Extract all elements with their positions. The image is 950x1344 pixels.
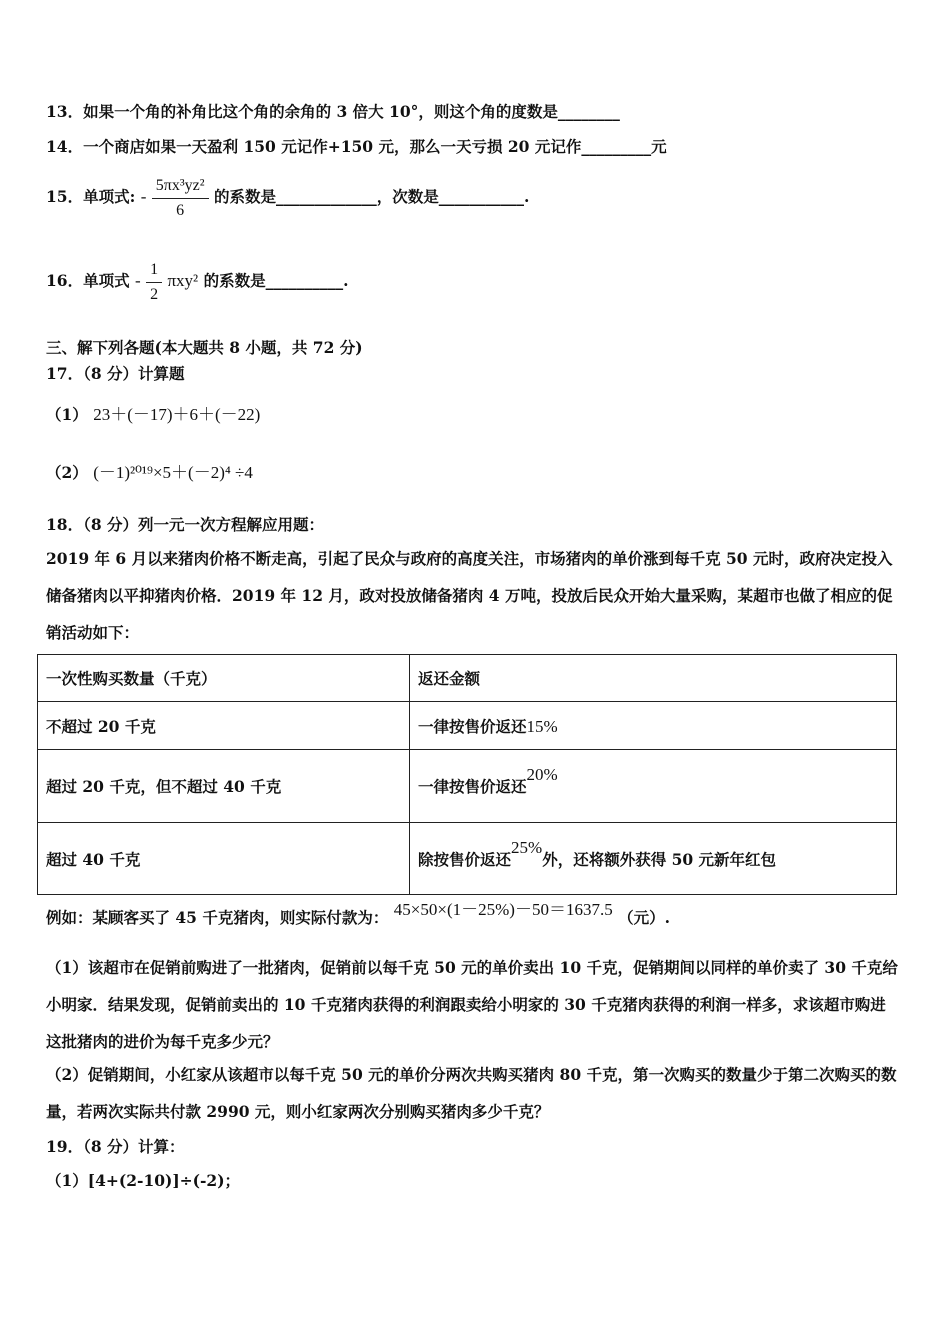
promotion-table — [37, 654, 897, 895]
question-18-part-2: （2）促销期间，小红家从该超市以每千克 50 元的单价分两次共购买猪肉 80 千克，第一次购买的数量少于第二次购买的数量，若两次实际共付款 2990 元，则小红家两次分别购买猪肉多少千克？ — [46, 1065, 897, 1121]
example-expression: 45×50×(1－25%)－50＝1637.5 — [393, 900, 613, 919]
q17-p2-expression: (－1)²⁰¹⁹×5＋(－2)⁴ ÷4 — [93, 463, 253, 482]
q16-suffix: 的系数是__________. — [203, 271, 349, 290]
question-16 — [46, 256, 348, 306]
q16-denominator: 2 — [150, 285, 159, 303]
table-cell-rebate — [410, 823, 897, 895]
question-13: 13．如果一个角的补角比这个角的余角的 3 倍大 10°，则这个角的度数是________ — [46, 102, 620, 121]
rebate-text: 除按售价返还 — [418, 849, 512, 869]
q15-numerator: 5πx³yz² — [152, 176, 209, 199]
rebate-percent: 20% — [526, 765, 558, 784]
question-18-title: 18．（8 分）列一元一次方程解应用题： — [46, 515, 325, 534]
table-cell-rebate — [410, 750, 897, 823]
q15-fraction — [152, 176, 209, 221]
q15-prefix: 15．单项式: — [46, 187, 136, 206]
question-15 — [46, 172, 529, 222]
table-row — [38, 823, 897, 895]
q15-denominator: 6 — [176, 201, 185, 219]
rebate-text: 一律按售价返还 — [418, 716, 527, 736]
q16-numerator: 1 — [146, 260, 162, 283]
table-cell-qty: 超过 40 千克 — [38, 823, 410, 895]
question-17-title: 17．（8 分）计算题 — [46, 364, 185, 383]
q16-fraction — [146, 260, 162, 305]
table-cell-qty: 超过 20 千克，但不超过 40 千克 — [38, 750, 410, 823]
q16-prefix: 16．单项式 — [46, 271, 130, 290]
rebate-percent: 15% — [526, 716, 558, 736]
example-suffix: （元）. — [618, 908, 671, 927]
table-row — [38, 702, 897, 750]
question-14: 14．一个商店如果一天盈利 150 元记作+150 元，那么一天亏损 20 元记作_________元 — [46, 137, 667, 156]
q15-sign: - — [140, 187, 147, 206]
example-prefix: 例如：某顾客买了 45 千克猪肉，则实际付款为： — [46, 908, 389, 927]
table-header-row — [38, 655, 897, 702]
question-19-part-1: （1）[4+(2-10)]÷(-2)； — [46, 1171, 241, 1190]
section-3-heading: 三、解下列各题(本大题共 8 小题，共 72 分) — [46, 338, 363, 357]
rebate-percent: 25% — [511, 837, 543, 857]
question-17-part-1 — [46, 400, 260, 430]
q16-sign: - — [134, 271, 141, 290]
question-17-part-2 — [46, 458, 253, 488]
rebate-after: 外，还将额外获得 50 元新年红包 — [542, 849, 777, 869]
question-18-intro: 2019 年 6 月以来猪肉价格不断走高，引起了民众与政府的高度关注，市场猪肉的单价涨到每千克 50 元时，政府决定投入储备猪肉以平抑猪肉价格．2019 年 12 月，政对投放储备猪肉 4 万吨，投放后民众开始大量采购，某超市也做了相应的促销活动如下： — [46, 549, 893, 642]
question-19-title: 19．（8 分）计算： — [46, 1137, 185, 1156]
q17-p1-expression: 23＋(－17)＋6＋(－22) — [93, 405, 261, 424]
table-cell-qty: 不超过 20 千克 — [38, 702, 410, 750]
q17-p2-label: （2） — [46, 463, 88, 482]
table-header-cell: 返还金额 — [410, 655, 897, 702]
table-row — [38, 750, 897, 823]
q15-suffix: 的系数是_____________，次数是___________. — [213, 187, 530, 206]
rebate-text: 一律按售价返还 — [418, 777, 527, 796]
q17-p1-label: （1） — [46, 405, 88, 424]
q16-tail: πxy² — [167, 271, 199, 290]
question-18-example — [46, 900, 670, 936]
table-header-cell: 一次性购买数量（千克） — [38, 655, 410, 702]
question-18-part-1: （1）该超市在促销前购进了一批猪肉，促销前以每千克 50 元的单价卖出 10 千克，促销期间以同样的单价卖了 30 千克给小明家．结果发现，促销前卖出的 10 千克猪肉获得的利润跟卖给小明家的 30 千克猪肉获得的利润一样多，求该超市购进这批猪肉的进价为每千克多少元？ — [46, 958, 898, 1051]
table-cell-rebate — [410, 702, 897, 750]
